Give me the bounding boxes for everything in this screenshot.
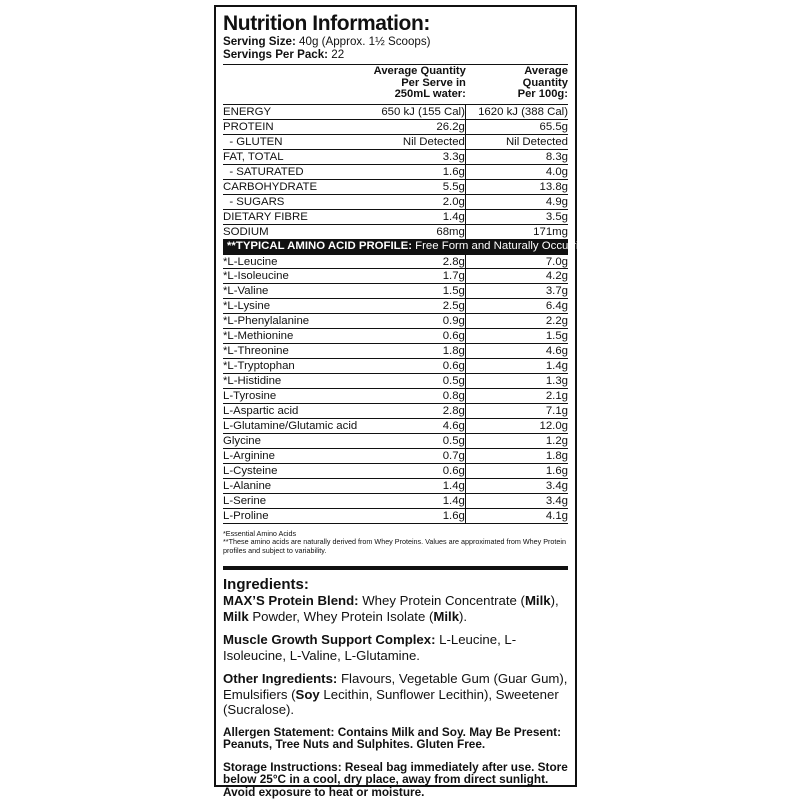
nutrient-row (223, 179, 568, 194)
ingredient-text: Flavours, Vegetable Gum (Guar Gum), Emulsifiers ( (223, 671, 568, 702)
nutrient-row (223, 134, 568, 149)
nutrient-row-name: ENERGY (223, 105, 272, 118)
nutrient-row (223, 149, 568, 164)
amino-acid-row-name: *L-Histidine (223, 375, 282, 388)
amino-acid-row (223, 343, 568, 358)
serving-size-value: 40g (Approx. 1½ Scoops) (299, 35, 431, 48)
nutrient-row-per-serve: 650 kJ (155 Cal) (361, 105, 466, 119)
amino-acid-row (223, 508, 568, 523)
amino-acid-row-per-100g: 1.3g (545, 375, 568, 388)
amino-acid-row-per-serve: 1.5g (361, 284, 466, 298)
amino-acid-row-name: *L-Methionine (223, 330, 294, 343)
amino-acid-row-per-serve: 1.6g (361, 509, 466, 523)
amino-acid-row-name: *L-Threonine (223, 345, 289, 358)
amino-acid-row (223, 254, 568, 269)
servings-per-pack-label: Servings Per Pack: (223, 47, 329, 61)
footnote-essential: *Essential Amino Acids (223, 528, 297, 538)
amino-acid-row-per-serve: 2.5g (361, 299, 466, 313)
amino-acid-row (223, 373, 568, 388)
ingredient-bold-text: Milk (433, 608, 460, 624)
nutrient-row-name: - GLUTEN (223, 135, 283, 148)
ingredient-bold-text: Milk (223, 608, 249, 624)
nutrient-row-name: SODIUM (223, 225, 269, 238)
amino-acid-row-name: L-Arginine (223, 450, 275, 463)
footnotes (223, 523, 568, 555)
amino-acid-row (223, 433, 568, 448)
amino-acid-row-name: *L-Tryptophan (223, 360, 295, 373)
amino-profile-header-rest: Free Form and Naturally Occurring (412, 239, 592, 252)
ingredient-bold-text: MAX’S Protein Blend: (223, 593, 359, 609)
amino-acid-row-per-serve: 0.6g (361, 464, 466, 478)
ingredient-text: L-Leucine, L-Isoleucine, L-Valine, L-Glutamine. (223, 632, 517, 663)
ingredients-list (223, 593, 568, 718)
page-title: Nutrition Information: (223, 12, 430, 35)
nutrient-row-name: - SUGARS (223, 195, 285, 208)
nutrient-row-per-100g: 8.3g (545, 150, 568, 163)
amino-acid-row-per-100g: 4.2g (545, 270, 568, 283)
amino-profile-header (223, 239, 592, 254)
amino-acid-row-per-100g: 4.6g (545, 345, 568, 358)
nutrient-row-per-100g: 13.8g (539, 180, 568, 193)
amino-acid-row-per-serve: 1.4g (361, 494, 466, 508)
amino-acid-row-per-serve: 0.9g (361, 314, 466, 328)
amino-acid-row-per-100g: 2.2g (545, 315, 568, 328)
nutrient-row (223, 119, 568, 134)
amino-acid-row (223, 283, 568, 298)
nutrition-panel (214, 5, 592, 800)
ingredient-text: ), (550, 593, 559, 609)
nutrient-row-name: - SATURATED (223, 165, 304, 178)
nutrient-row-name: FAT, TOTAL (223, 150, 284, 163)
amino-acid-row (223, 493, 568, 508)
nutrient-row (223, 224, 568, 239)
amino-acid-row-per-serve: 4.6g (361, 419, 466, 433)
serving-size-label: Serving Size: (223, 35, 296, 48)
ingredients-title: Ingredients: (223, 576, 309, 594)
amino-acid-row-per-100g: 1.2g (545, 435, 568, 448)
nutrient-row-per-serve: 26.2g (361, 120, 466, 134)
amino-acid-row-per-serve: 2.8g (361, 255, 466, 269)
amino-acid-row-per-serve: 2.8g (361, 404, 466, 418)
nutrient-row-per-100g: 4.0g (545, 165, 568, 178)
amino-acid-row-per-100g: 6.4g (545, 300, 568, 313)
ingredient-text: ). (459, 608, 468, 624)
ingredient-bold-text: Milk (524, 593, 551, 609)
footnote-derived: **These amino acids are naturally derived from Whey Proteins. Values are approximated from Whey Protein profiles and subject to variability. (223, 537, 567, 555)
nutrient-row-name: PROTEIN (223, 120, 274, 133)
ingredient-text: Whey Protein Concentrate ( (358, 593, 525, 609)
nutrient-row-per-100g: 4.9g (545, 195, 568, 208)
amino-acid-row-name: L-Cysteine (223, 465, 278, 478)
column-header-per-100g: Average Quantity Per 100g: (517, 65, 568, 101)
amino-acid-row (223, 463, 568, 478)
amino-acid-table (223, 254, 568, 523)
nutrient-row-per-100g: 65.5g (539, 120, 568, 133)
ingredient-bold-text: Other Ingredients: (223, 671, 338, 687)
table-column-headers (223, 64, 568, 104)
amino-acid-row-per-100g: 7.1g (545, 405, 568, 418)
ingredient-text: Lecithin, Sunflower Lecithin), Sweetener (Sucralose). (223, 686, 559, 718)
amino-acid-row-name: *L-Isoleucine (223, 270, 289, 283)
amino-acid-row (223, 388, 568, 403)
amino-acid-row-name: L-Proline (223, 509, 269, 522)
amino-acid-row-name: *L-Valine (223, 285, 269, 298)
amino-acid-row-per-100g: 4.1g (545, 509, 568, 522)
amino-acid-row-per-100g: 1.4g (545, 360, 568, 373)
amino-acid-row-name: L-Serine (223, 495, 267, 507)
nutrient-row-per-serve: 68mg (361, 225, 466, 239)
amino-acid-row-per-serve: 0.5g (361, 434, 466, 448)
nutrient-row-per-serve: 3.3g (361, 150, 466, 164)
amino-acid-row-per-100g: 12.0g (539, 420, 568, 433)
ingredients-section (223, 566, 568, 798)
amino-acid-row-per-100g: 3.4g (545, 480, 568, 493)
nutrient-row-per-serve: 2.0g (361, 195, 466, 209)
amino-acid-row (223, 478, 568, 493)
nutrient-row-per-serve: 1.4g (361, 210, 466, 224)
amino-acid-row-name: L-Aspartic acid (223, 405, 299, 418)
column-header-empty (223, 66, 361, 101)
amino-acid-row-per-100g: 7.0g (545, 255, 568, 268)
ingredient-paragraph (223, 632, 568, 663)
nutrient-row-per-serve: Nil Detected (361, 135, 466, 149)
amino-acid-row-per-serve: 0.6g (361, 329, 466, 343)
amino-acid-row (223, 298, 568, 313)
allergen-statement: Allergen Statement: Contains Milk and Soy. May Be Present: Peanuts, Tree Nuts and Sulphites. Gluten Free. (223, 724, 562, 752)
amino-acid-row-per-serve: 1.8g (361, 344, 466, 358)
nutrient-row-name: DIETARY FIBRE (223, 210, 308, 223)
amino-acid-row-name: L-Alanine (223, 480, 272, 493)
servings-per-pack-value: 22 (331, 47, 345, 61)
nutrient-table (223, 104, 568, 239)
amino-acid-row-per-serve: 0.7g (361, 449, 466, 463)
amino-acid-row-per-serve: 1.4g (361, 479, 466, 493)
amino-acid-row (223, 268, 568, 283)
amino-acid-row-per-serve: 0.5g (361, 374, 466, 388)
amino-acid-row-per-100g: 1.8g (545, 450, 568, 463)
amino-acid-row-name: *L-Lysine (223, 300, 271, 313)
amino-acid-row-per-100g: 2.1g (545, 390, 568, 403)
nutrient-row (223, 164, 568, 179)
nutrient-row-per-serve: 1.6g (361, 165, 466, 179)
amino-acid-row-per-100g: 3.4g (545, 495, 568, 507)
amino-acid-row (223, 328, 568, 343)
column-header-per-serve: Average Quantity Per Serve in 250mL water: (373, 65, 466, 101)
amino-acid-row-per-serve: 0.8g (361, 389, 466, 403)
amino-acid-row-name: *L-Phenylalanine (223, 315, 310, 328)
amino-acid-row-per-100g: 3.7g (545, 285, 568, 298)
ingredient-text: Powder, Whey Protein Isolate ( (248, 608, 434, 624)
nutrient-row (223, 104, 568, 119)
ingredient-paragraph (223, 671, 568, 718)
amino-acid-row-per-100g: 1.6g (545, 465, 568, 478)
amino-acid-row-name: Glycine (223, 435, 261, 448)
nutrient-row-name: CARBOHYDRATE (223, 180, 318, 193)
amino-acid-row-name: *L-Leucine (223, 255, 278, 268)
amino-acid-row-per-100g: 1.5g (545, 330, 568, 343)
nutrient-row (223, 194, 568, 209)
nutrient-row-per-100g: 1620 kJ (388 Cal) (478, 105, 568, 118)
amino-profile-header-bold: **TYPICAL AMINO ACID PROFILE: (227, 239, 412, 252)
amino-acid-row (223, 403, 568, 418)
amino-acid-row (223, 358, 568, 373)
nutrient-row-per-100g: 171mg (533, 225, 568, 238)
amino-acid-row-name: L-Tyrosine (223, 390, 277, 403)
ingredient-bold-text: Muscle Growth Support Complex: (223, 632, 436, 648)
nutrient-row-per-100g: Nil Detected (505, 135, 568, 148)
nutrient-row (223, 209, 568, 224)
amino-acid-row (223, 418, 568, 433)
amino-acid-row-per-serve: 1.7g (361, 269, 466, 283)
ingredient-paragraph (223, 593, 568, 624)
amino-acid-row-per-serve: 0.6g (361, 359, 466, 373)
ingredient-bold-text: Soy (295, 686, 320, 702)
servings-per-pack (223, 49, 568, 62)
amino-acid-row (223, 313, 568, 328)
storage-instructions: Storage Instructions: Reseal bag immediately after use. Store below 25°C in a cool, dry place, away from direct sunlight. Avoid exposure to heat or moisture. (223, 759, 568, 800)
nutrient-row-per-100g: 3.5g (545, 210, 568, 223)
amino-acid-row-name: L-Glutamine/Glutamic acid (223, 420, 358, 433)
amino-acid-row (223, 448, 568, 463)
nutrient-row-per-serve: 5.5g (361, 180, 466, 194)
